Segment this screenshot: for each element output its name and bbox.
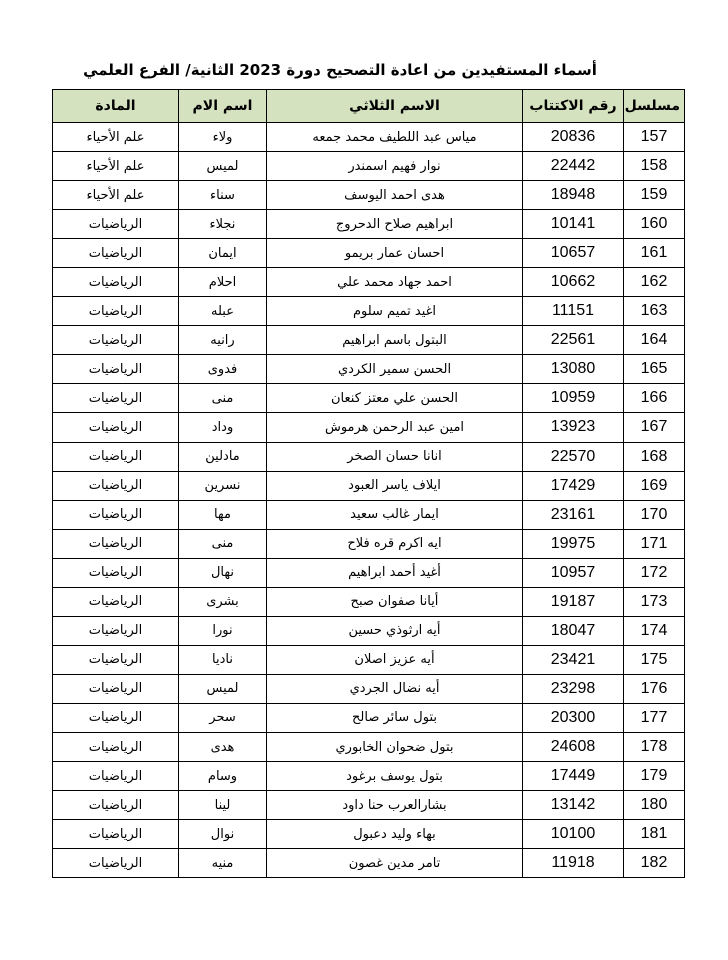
table-row bbox=[53, 355, 685, 384]
cell-full-name: احمد جهاد محمد علي bbox=[267, 268, 523, 297]
cell-subject: الرياضيات bbox=[53, 500, 179, 529]
cell-subject: الرياضيات bbox=[53, 471, 179, 500]
cell-serial: 180 bbox=[624, 791, 685, 820]
cell-mother-name: ولاء bbox=[179, 123, 267, 152]
cell-serial: 173 bbox=[624, 587, 685, 616]
cell-subject: الرياضيات bbox=[53, 442, 179, 471]
cell-serial: 166 bbox=[624, 384, 685, 413]
cell-subject: علم الأحياء bbox=[53, 152, 179, 181]
cell-full-name: ايمار غالب سعيد bbox=[267, 500, 523, 529]
cell-mother-name: نوال bbox=[179, 820, 267, 849]
table-row bbox=[53, 297, 685, 326]
cell-subject: الرياضيات bbox=[53, 674, 179, 703]
cell-serial: 169 bbox=[624, 471, 685, 500]
cell-mother-name: رانيه bbox=[179, 326, 267, 355]
table-row bbox=[53, 181, 685, 210]
table-row bbox=[53, 210, 685, 239]
cell-serial: 175 bbox=[624, 645, 685, 674]
cell-serial: 158 bbox=[624, 152, 685, 181]
cell-serial: 179 bbox=[624, 762, 685, 791]
cell-full-name: أيه نضال الجردي bbox=[267, 674, 523, 703]
cell-mother-name: منى bbox=[179, 529, 267, 558]
cell-mother-name: سناء bbox=[179, 181, 267, 210]
cell-subject: الرياضيات bbox=[53, 268, 179, 297]
cell-subject: الرياضيات bbox=[53, 384, 179, 413]
cell-exam-number: 22442 bbox=[523, 152, 624, 181]
cell-serial: 167 bbox=[624, 413, 685, 442]
cell-exam-number: 11151 bbox=[523, 297, 624, 326]
cell-full-name: بتول سائر صالح bbox=[267, 703, 523, 732]
table-row bbox=[53, 762, 685, 791]
cell-mother-name: منى bbox=[179, 384, 267, 413]
cell-mother-name: نهال bbox=[179, 558, 267, 587]
cell-full-name: أغيد أحمد ابراهيم bbox=[267, 558, 523, 587]
cell-full-name: الحسن سمير الكردي bbox=[267, 355, 523, 384]
cell-subject: الرياضيات bbox=[53, 529, 179, 558]
cell-full-name: أيه ارثوذي حسين bbox=[267, 616, 523, 645]
cell-subject: علم الأحياء bbox=[53, 123, 179, 152]
cell-exam-number: 10657 bbox=[523, 239, 624, 268]
table-row bbox=[53, 849, 685, 878]
cell-mother-name: سحر bbox=[179, 703, 267, 732]
cell-full-name: البتول باسم ابراهيم bbox=[267, 326, 523, 355]
header-mother-name: اسم الام bbox=[179, 90, 267, 123]
cell-exam-number: 23161 bbox=[523, 500, 624, 529]
table-row bbox=[53, 558, 685, 587]
cell-full-name: اغيد تميم سلوم bbox=[267, 297, 523, 326]
cell-exam-number: 24608 bbox=[523, 732, 624, 761]
cell-exam-number: 10100 bbox=[523, 820, 624, 849]
cell-full-name: امين عبد الرحمن هرموش bbox=[267, 413, 523, 442]
cell-full-name: تامر مدين غصون bbox=[267, 849, 523, 878]
header-exam-number: رقم الاكتتاب bbox=[523, 90, 624, 123]
cell-serial: 182 bbox=[624, 849, 685, 878]
cell-mother-name: لميس bbox=[179, 674, 267, 703]
cell-full-name: بتول يوسف برغود bbox=[267, 762, 523, 791]
page-title: أسماء المستفيدين من اعادة التصحيح دورة 2023 الثانية/ الفرع العلمي bbox=[83, 61, 597, 79]
cell-mother-name: بشرى bbox=[179, 587, 267, 616]
cell-mother-name: فدوى bbox=[179, 355, 267, 384]
table-row bbox=[53, 239, 685, 268]
cell-full-name: بتول ضحوان الخابوري bbox=[267, 732, 523, 761]
cell-serial: 163 bbox=[624, 297, 685, 326]
table-row bbox=[53, 732, 685, 761]
cell-exam-number: 17429 bbox=[523, 471, 624, 500]
table-row bbox=[53, 471, 685, 500]
cell-exam-number: 10141 bbox=[523, 210, 624, 239]
cell-mother-name: ايمان bbox=[179, 239, 267, 268]
cell-full-name: ابراهيم صلاح الدحروج bbox=[267, 210, 523, 239]
cell-serial: 181 bbox=[624, 820, 685, 849]
cell-mother-name: وداد bbox=[179, 413, 267, 442]
cell-full-name: ايه اكرم قره فلاح bbox=[267, 529, 523, 558]
cell-exam-number: 18948 bbox=[523, 181, 624, 210]
cell-serial: 157 bbox=[624, 123, 685, 152]
table-row bbox=[53, 384, 685, 413]
cell-serial: 172 bbox=[624, 558, 685, 587]
cell-mother-name: احلام bbox=[179, 268, 267, 297]
table-row bbox=[53, 587, 685, 616]
cell-exam-number: 19187 bbox=[523, 587, 624, 616]
table-row bbox=[53, 645, 685, 674]
cell-subject: الرياضيات bbox=[53, 297, 179, 326]
table-body bbox=[53, 123, 685, 878]
cell-full-name: بشارالعرب حنا داود bbox=[267, 791, 523, 820]
cell-full-name: بهاء وليد دعبول bbox=[267, 820, 523, 849]
cell-serial: 171 bbox=[624, 529, 685, 558]
cell-mother-name: نورا bbox=[179, 616, 267, 645]
cell-full-name: أيه عزيز اصلان bbox=[267, 645, 523, 674]
table-row bbox=[53, 123, 685, 152]
table-row bbox=[53, 674, 685, 703]
cell-exam-number: 22570 bbox=[523, 442, 624, 471]
cell-exam-number: 13080 bbox=[523, 355, 624, 384]
cell-serial: 177 bbox=[624, 703, 685, 732]
table-row bbox=[53, 268, 685, 297]
table-row bbox=[53, 500, 685, 529]
beneficiaries-table bbox=[52, 89, 685, 878]
table-row bbox=[53, 442, 685, 471]
cell-full-name: نوار فهيم اسمندر bbox=[267, 152, 523, 181]
cell-serial: 174 bbox=[624, 616, 685, 645]
cell-full-name: مياس عبد اللطيف محمد جمعه bbox=[267, 123, 523, 152]
table-row bbox=[53, 152, 685, 181]
cell-serial: 162 bbox=[624, 268, 685, 297]
table-header-row bbox=[53, 90, 685, 123]
cell-subject: الرياضيات bbox=[53, 355, 179, 384]
cell-exam-number: 10957 bbox=[523, 558, 624, 587]
cell-full-name: احسان عمار بريمو bbox=[267, 239, 523, 268]
cell-exam-number: 10662 bbox=[523, 268, 624, 297]
cell-exam-number: 13142 bbox=[523, 791, 624, 820]
cell-full-name: الحسن علي معتز كنعان bbox=[267, 384, 523, 413]
cell-subject: الرياضيات bbox=[53, 762, 179, 791]
cell-mother-name: ناديا bbox=[179, 645, 267, 674]
cell-mother-name: مادلين bbox=[179, 442, 267, 471]
header-serial: مسلسل bbox=[624, 90, 685, 123]
cell-mother-name: نجلاء bbox=[179, 210, 267, 239]
cell-serial: 164 bbox=[624, 326, 685, 355]
table-row bbox=[53, 413, 685, 442]
cell-full-name: ايلاف ياسر العبود bbox=[267, 471, 523, 500]
cell-full-name: هدى احمد اليوسف bbox=[267, 181, 523, 210]
cell-subject: الرياضيات bbox=[53, 645, 179, 674]
cell-serial: 178 bbox=[624, 732, 685, 761]
table-row bbox=[53, 326, 685, 355]
cell-subject: الرياضيات bbox=[53, 849, 179, 878]
cell-subject: الرياضيات bbox=[53, 326, 179, 355]
cell-mother-name: وسام bbox=[179, 762, 267, 791]
cell-subject: الرياضيات bbox=[53, 558, 179, 587]
cell-exam-number: 19975 bbox=[523, 529, 624, 558]
cell-subject: الرياضيات bbox=[53, 703, 179, 732]
cell-subject: الرياضيات bbox=[53, 616, 179, 645]
table-row bbox=[53, 820, 685, 849]
cell-subject: الرياضيات bbox=[53, 239, 179, 268]
cell-serial: 159 bbox=[624, 181, 685, 210]
cell-mother-name: لينا bbox=[179, 791, 267, 820]
cell-serial: 160 bbox=[624, 210, 685, 239]
cell-exam-number: 17449 bbox=[523, 762, 624, 791]
cell-exam-number: 13923 bbox=[523, 413, 624, 442]
cell-exam-number: 11918 bbox=[523, 849, 624, 878]
cell-serial: 170 bbox=[624, 500, 685, 529]
cell-exam-number: 20836 bbox=[523, 123, 624, 152]
cell-serial: 161 bbox=[624, 239, 685, 268]
cell-subject: الرياضيات bbox=[53, 587, 179, 616]
cell-subject: الرياضيات bbox=[53, 732, 179, 761]
cell-mother-name: هدى bbox=[179, 732, 267, 761]
cell-subject: الرياضيات bbox=[53, 791, 179, 820]
table-row bbox=[53, 791, 685, 820]
cell-subject: الرياضيات bbox=[53, 820, 179, 849]
cell-full-name: انانا حسان الصخر bbox=[267, 442, 523, 471]
cell-exam-number: 23421 bbox=[523, 645, 624, 674]
cell-serial: 176 bbox=[624, 674, 685, 703]
table-row bbox=[53, 703, 685, 732]
cell-mother-name: نسرين bbox=[179, 471, 267, 500]
cell-exam-number: 23298 bbox=[523, 674, 624, 703]
cell-serial: 168 bbox=[624, 442, 685, 471]
header-subject: المادة bbox=[53, 90, 179, 123]
cell-mother-name: لميس bbox=[179, 152, 267, 181]
header-full-name: الاسم الثلاثي bbox=[267, 90, 523, 123]
cell-serial: 165 bbox=[624, 355, 685, 384]
cell-subject: الرياضيات bbox=[53, 210, 179, 239]
table-row bbox=[53, 529, 685, 558]
cell-exam-number: 20300 bbox=[523, 703, 624, 732]
cell-subject: الرياضيات bbox=[53, 413, 179, 442]
cell-mother-name: مها bbox=[179, 500, 267, 529]
cell-exam-number: 22561 bbox=[523, 326, 624, 355]
cell-mother-name: عبله bbox=[179, 297, 267, 326]
table-row bbox=[53, 616, 685, 645]
cell-exam-number: 18047 bbox=[523, 616, 624, 645]
cell-subject: علم الأحياء bbox=[53, 181, 179, 210]
cell-full-name: أيانا صفوان صبح bbox=[267, 587, 523, 616]
cell-mother-name: منيه bbox=[179, 849, 267, 878]
cell-exam-number: 10959 bbox=[523, 384, 624, 413]
